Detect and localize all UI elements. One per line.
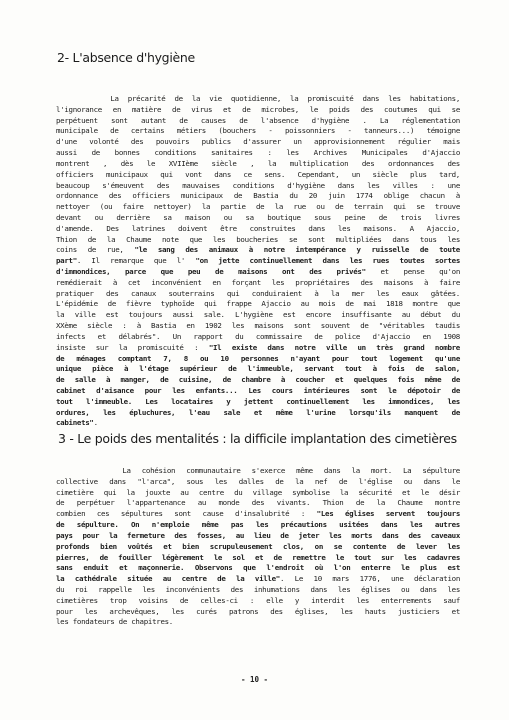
quote-text: "on jette continuellement dans les rues toutes sortes (195, 256, 460, 266)
body-text: aussi de bonnes conditions sanitaires : les Archives Municipales d'Ajaccio (56, 148, 460, 158)
text-line (56, 574, 460, 585)
text-line (56, 531, 460, 542)
body-text: les fondateurs de chapitres. (56, 617, 173, 627)
body-text: La précarité de la vie quotidienne, la promiscuité dans les habitations, (56, 94, 460, 103)
text-line (56, 105, 460, 116)
text-line (56, 585, 460, 596)
text-line (56, 408, 460, 419)
text-line (56, 607, 460, 618)
text-line (56, 386, 460, 397)
quote-text: d'immondices, parce que peu de maisons ont des privés" (56, 267, 366, 276)
quote-text: unique pièce à l'étage supérieur de l'immeuble, servant tout à fois de salon, (56, 364, 460, 374)
quote-text: part" (56, 256, 77, 266)
text-line (56, 202, 460, 213)
body-text: . (93, 418, 98, 428)
quote-text: pierres, de fouiller légèrement le sol et de remettre le tout sur les cadavres (56, 552, 460, 562)
page-number: - 10 - (240, 675, 269, 684)
quote-text: de salle à manger, de cuisine, de chambre à coucher et quelques fois même de (56, 375, 460, 385)
text-line (56, 310, 460, 321)
text-line (56, 617, 460, 628)
text-line (56, 596, 460, 607)
quote-text: ordures, les épluchures, l'eau sale et même l'urine lorsqu'ils manquent de (56, 407, 460, 417)
text-line (56, 397, 460, 408)
body-text: La cohésion communautaire s'exerce même dans la mort. La sépulture (56, 466, 460, 475)
text-line (56, 509, 460, 520)
body-text: montrent , dès le XVIIème siècle , la multiplication des ordonnances des (56, 158, 460, 168)
body-text (237, 386, 248, 395)
text-line (56, 94, 460, 105)
text-line (56, 137, 460, 148)
text-line (56, 542, 460, 553)
text-line (56, 488, 460, 499)
text-line (56, 170, 460, 181)
body-text: infects et délabrés". Un rapport du commissaire de police d'Ajaccio en 1908 (56, 331, 460, 341)
body-text: collective dans "l'arca", sous les dalles de la nef de l'église ou dans le (56, 476, 460, 486)
text-line (56, 466, 460, 477)
quote-text: de sépulture. On n'emploie même pas les précautions usitées dans les autres (56, 520, 460, 530)
body-text: L'épidémie de fièvre typhoïde qui frappe Ajaccio au mois de mai 1818 montre que (56, 299, 460, 309)
body-text: l'ignorance en matière de virus et de microbes, le poids des coutumes qui se (56, 104, 460, 114)
text-line (56, 354, 460, 365)
body-text: du roi rappelle les inconvénients des inhumations dans les églises ou dans les (56, 584, 460, 594)
text-line (56, 256, 460, 267)
body-text: XXème siècle : à Bastia en 1902 les maisons sont souvent de "véritables taudis (56, 321, 460, 331)
body-text: d'amende. Des latrines doivent être construites dans les maisons. A Ajaccio, (56, 223, 460, 233)
text-line (56, 418, 460, 429)
quote-text: "Il existe dans notre ville un très grand nombre (208, 342, 460, 352)
body-text: combien ces sépultures sont cause d'insalubrité : (56, 509, 317, 519)
body-text: de perpétuer l'appartenance au monde des vivants. Thion de la Chaume montre (56, 498, 460, 508)
body-text: la ville est toujours aussi sale. L'hygiène est encore insuffisante au début du (56, 310, 460, 320)
text-line (56, 126, 460, 137)
text-line (56, 520, 460, 531)
text-line (56, 563, 460, 574)
body-text: cimetières trop voisins de celles-ci : elle y interdit les enterrements sauf (56, 595, 460, 605)
text-line (56, 498, 460, 509)
body-text: remédierait à cet inconvénient en forçant les propriétaires des maisons à faire (56, 277, 460, 287)
body-text: nettoyer (ou faire nettoyer) la partie de la rue ou de terrain qui se trouve (56, 202, 460, 212)
text-line (56, 148, 460, 159)
text-line (56, 191, 460, 202)
body-text: ordonnance des officiers municipaux de Bastia du 20 juin 1774 oblige chacun à (56, 191, 460, 201)
section-heading-cemeteries: 3 - Le poids des mentalités : la difficile implantation des cimetières (58, 431, 457, 446)
text-line (56, 278, 460, 289)
quote-text: tout l'immeuble. Les locataires y jettent continuellement les immondices, les (56, 396, 460, 406)
text-line (56, 235, 460, 246)
quote-text: la cathédrale située au centre de la ville" (56, 574, 280, 584)
quote-text: cabinets" (56, 418, 94, 428)
text-line (56, 181, 460, 192)
text-line (56, 299, 460, 310)
quote-text: Les cours intérieures sont le dépotoir de (248, 385, 460, 395)
paragraph-hygiene (56, 94, 460, 429)
body-text: insiste sur la promiscuité : (56, 342, 209, 352)
text-line (56, 343, 460, 354)
quote-text: cabinet d'aisance pour les enfants... (56, 385, 238, 395)
quote-text: pays pour la fermeture des fosses, au lieu de jeter les morts dans des caveaux (56, 530, 460, 540)
text-line (56, 224, 460, 235)
text-line (56, 245, 460, 256)
text-line (56, 321, 460, 332)
body-text: et pense qu'on (365, 267, 460, 276)
text-line (56, 332, 460, 343)
paragraph-cemeteries (56, 466, 460, 628)
body-text: municipale de certains métiers (bouchers - poissonniers - tanneurs...) témoigne (56, 126, 460, 136)
body-text: d'une volonté des pouvoirs publics d'assurer un approvisionnement régulier mais (56, 137, 460, 147)
text-line (56, 477, 460, 488)
quote-text: "Les églises servent toujours (316, 509, 460, 519)
quote-text: "le sang des animaux à notre intempérance y ruisselle de toute (134, 245, 460, 255)
body-text: devant ou derrière sa maison ou sa boutique sous peine de trois livres (56, 212, 460, 222)
text-line (56, 213, 460, 224)
text-line (56, 289, 460, 300)
body-text: pour les archevêques, les curés patrons des églises, les hauts justiciers et (56, 606, 460, 616)
quote-text: de ménages comptant 7, 8 ou 10 personnes n'ayant pour tout logement qu'une (56, 353, 460, 363)
text-line (56, 159, 460, 170)
section-heading-hygiene: 2- L'absence d'hygiène (57, 50, 195, 65)
body-text: . Il remarque que l' (76, 256, 196, 266)
text-line (56, 375, 460, 386)
text-line (56, 267, 460, 278)
body-text: Thion de la Chaume note que les boucheries se sont multipliées dans tous les (56, 234, 460, 244)
text-line (56, 364, 460, 375)
body-text: . Le 10 mars 1776, une déclaration (279, 574, 460, 584)
body-text: coins de rue, (56, 245, 135, 255)
quote-text: profonds bien voûtés et bien scrupuleusement clos, on se contente de lever les (56, 541, 460, 551)
text-line (56, 553, 460, 564)
body-text: cimetière qui la jouxte au centre du village symbolise la sécurité et le désir (56, 487, 460, 497)
quote-text: sans enduit et maçonnerie. Observons que l'endroit où l'on enterre le plus est (56, 563, 460, 573)
body-text: pratiquer des canaux souterrains qui conduiraient à la mer les eaux gâtées. (56, 288, 460, 298)
body-text: beaucoup s'émeuvent des mauvaises conditions d'hygiène dans les villes : une (56, 180, 460, 190)
body-text: perpétuent sont autant de causes de l'absence d'hygiène . La réglementation (56, 115, 460, 125)
body-text: officiers municipaux qui vont dans ce sens. Cependant, un siècle plus tard, (56, 169, 460, 179)
text-line (56, 116, 460, 127)
